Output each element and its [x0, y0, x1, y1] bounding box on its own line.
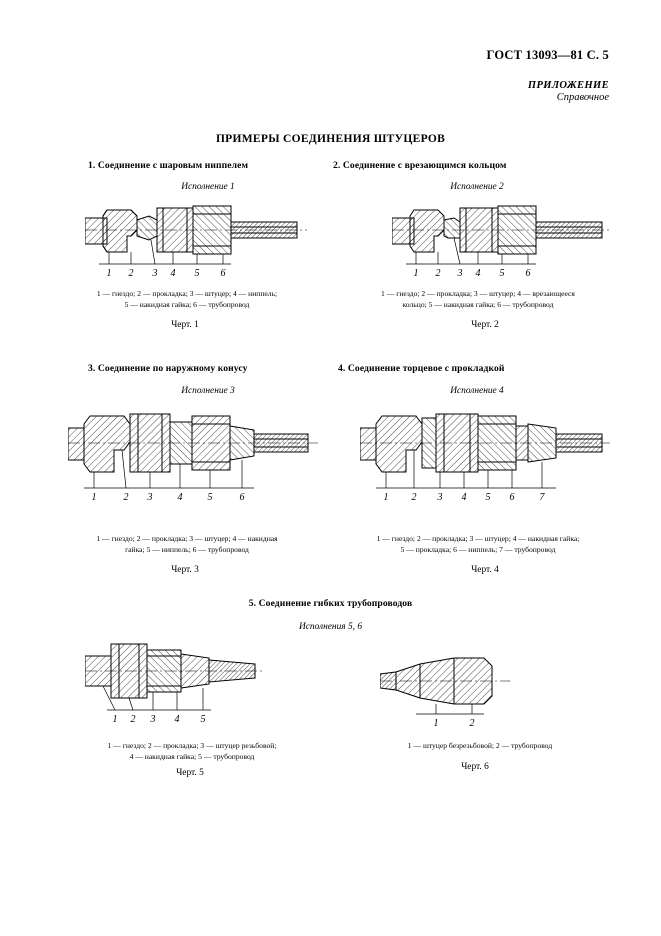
callout-2-2: 2 — [435, 268, 441, 279]
legend-2-line-1: 1 — гнездо; 2 — прокладка; 3 — штуцер; 4 — врезающееся — [381, 289, 575, 298]
figure-3-drawing — [68, 402, 328, 514]
callout-3-4: 4 — [177, 492, 183, 503]
figure-5-drawing — [85, 634, 335, 738]
legend-5-line-1: 1 — гнездо; 2 — прокладка; 3 — штуцер резьбовой; — [107, 741, 277, 750]
legend-6-line-1: 1 — штуцер безрезьбовой; 2 — трубопровод — [407, 741, 553, 750]
figure-1-drawing — [85, 196, 335, 286]
legend-3-line-2: гайка; 5 — ниппель; 6 — трубопровод — [125, 545, 249, 554]
legend-4-line-2: 5 — прокладка; 6 — ниппель; 7 — трубопровод — [400, 545, 556, 554]
callout-4-7: 7 — [539, 492, 545, 503]
callout-5-2: 2 — [130, 714, 136, 725]
callout-6-1: 1 — [433, 718, 439, 729]
callout-4-4: 4 — [461, 492, 467, 503]
legend-1-line-2: 5 — накидная гайка; 6 — трубопровод — [124, 300, 250, 309]
figure-label-1: Черт. 1 — [171, 320, 199, 330]
figure-label-4: Черт. 4 — [471, 565, 499, 575]
callout-3-2: 2 — [123, 492, 129, 503]
callout-4-3: 3 — [437, 492, 443, 503]
legend-3-line-1: 1 — гнездо; 2 — прокладка; 3 — штуцер; 4 — накидная — [96, 534, 278, 543]
callout-4-1: 1 — [383, 492, 389, 503]
callout-2-6: 6 — [525, 268, 531, 279]
callout-1-5: 5 — [194, 268, 200, 279]
section-heading-2: 2. Соединение с врезающимся кольцом — [333, 160, 507, 171]
callout-1-3: 3 — [152, 268, 158, 279]
figure-6-drawing — [380, 644, 610, 738]
page-title: ПРИМЕРЫ СОЕДИНЕНИЯ ШТУЦЕРОВ — [215, 133, 446, 145]
legend-1-line-1: 1 — гнездо; 2 — прокладка; 3 — штуцер; 4 — ниппель; — [96, 289, 278, 298]
legend-3 — [62, 533, 312, 555]
figure-label-6: Черт. 6 — [461, 762, 489, 772]
section-heading-3: 3. Соединение по наружному конусу — [88, 363, 248, 374]
appendix-block — [528, 80, 609, 103]
figure-label-5: Черт. 5 — [176, 768, 204, 778]
callout-4-5: 5 — [485, 492, 491, 503]
callout-5-1: 1 — [112, 714, 118, 725]
callout-2-1: 1 — [413, 268, 419, 279]
callout-3-3: 3 — [147, 492, 153, 503]
legend-4-line-1: 1 — гнездо; 2 — прокладка; 3 — штуцер; 4 — накидная гайка; — [376, 534, 580, 543]
callout-3-6: 6 — [239, 492, 245, 503]
legend-1 — [62, 288, 312, 310]
callout-1-4: 4 — [170, 268, 176, 279]
callout-2-5: 5 — [499, 268, 505, 279]
execution-label-2: Исполнение 2 — [450, 182, 504, 192]
legend-2-line-2: кольцо; 5 — накидная гайка; 6 — трубопровод — [402, 300, 554, 309]
execution-label-5: Исполнения 5, 6 — [298, 622, 363, 632]
execution-label-1: Исполнение 1 — [181, 182, 235, 192]
figure-label-2: Черт. 2 — [471, 320, 499, 330]
legend-6 — [350, 740, 610, 751]
legend-4 — [338, 533, 618, 555]
figure-label-3: Черт. 3 — [171, 565, 199, 575]
callout-5-5: 5 — [200, 714, 206, 725]
execution-label-4: Исполнение 4 — [450, 386, 504, 396]
page-header-standard: ГОСТ 13093—81 С. 5 — [486, 48, 609, 62]
callout-5-4: 4 — [174, 714, 180, 725]
callout-1-1: 1 — [106, 268, 112, 279]
section-heading-5: 5. Соединение гибких трубопроводов — [248, 598, 413, 609]
legend-5 — [62, 740, 322, 762]
appendix-kind: Справочное — [556, 92, 609, 103]
legend-5-line-2: 4 — накидная гайка; 5 — трубопровод — [129, 752, 255, 761]
callout-2-4: 4 — [475, 268, 481, 279]
callout-3-5: 5 — [207, 492, 213, 503]
section-heading-1: 1. Соединение с шаровым ниппелем — [88, 160, 249, 171]
execution-label-3: Исполнение 3 — [181, 386, 235, 396]
callout-5-3: 3 — [150, 714, 156, 725]
callout-6-2: 2 — [469, 718, 475, 729]
callout-2-3: 3 — [457, 268, 463, 279]
section-heading-4: 4. Соединение торцевое с прокладкой — [338, 363, 505, 374]
callout-3-1: 1 — [91, 492, 97, 503]
figure-4-drawing — [360, 402, 620, 514]
figure-2-drawing — [392, 196, 642, 286]
callout-1-2: 2 — [128, 268, 134, 279]
appendix-label: ПРИЛОЖЕНИЕ — [527, 80, 609, 91]
callout-4-2: 2 — [411, 492, 417, 503]
callout-1-6: 6 — [220, 268, 226, 279]
callout-4-6: 6 — [509, 492, 515, 503]
legend-2 — [348, 288, 608, 310]
